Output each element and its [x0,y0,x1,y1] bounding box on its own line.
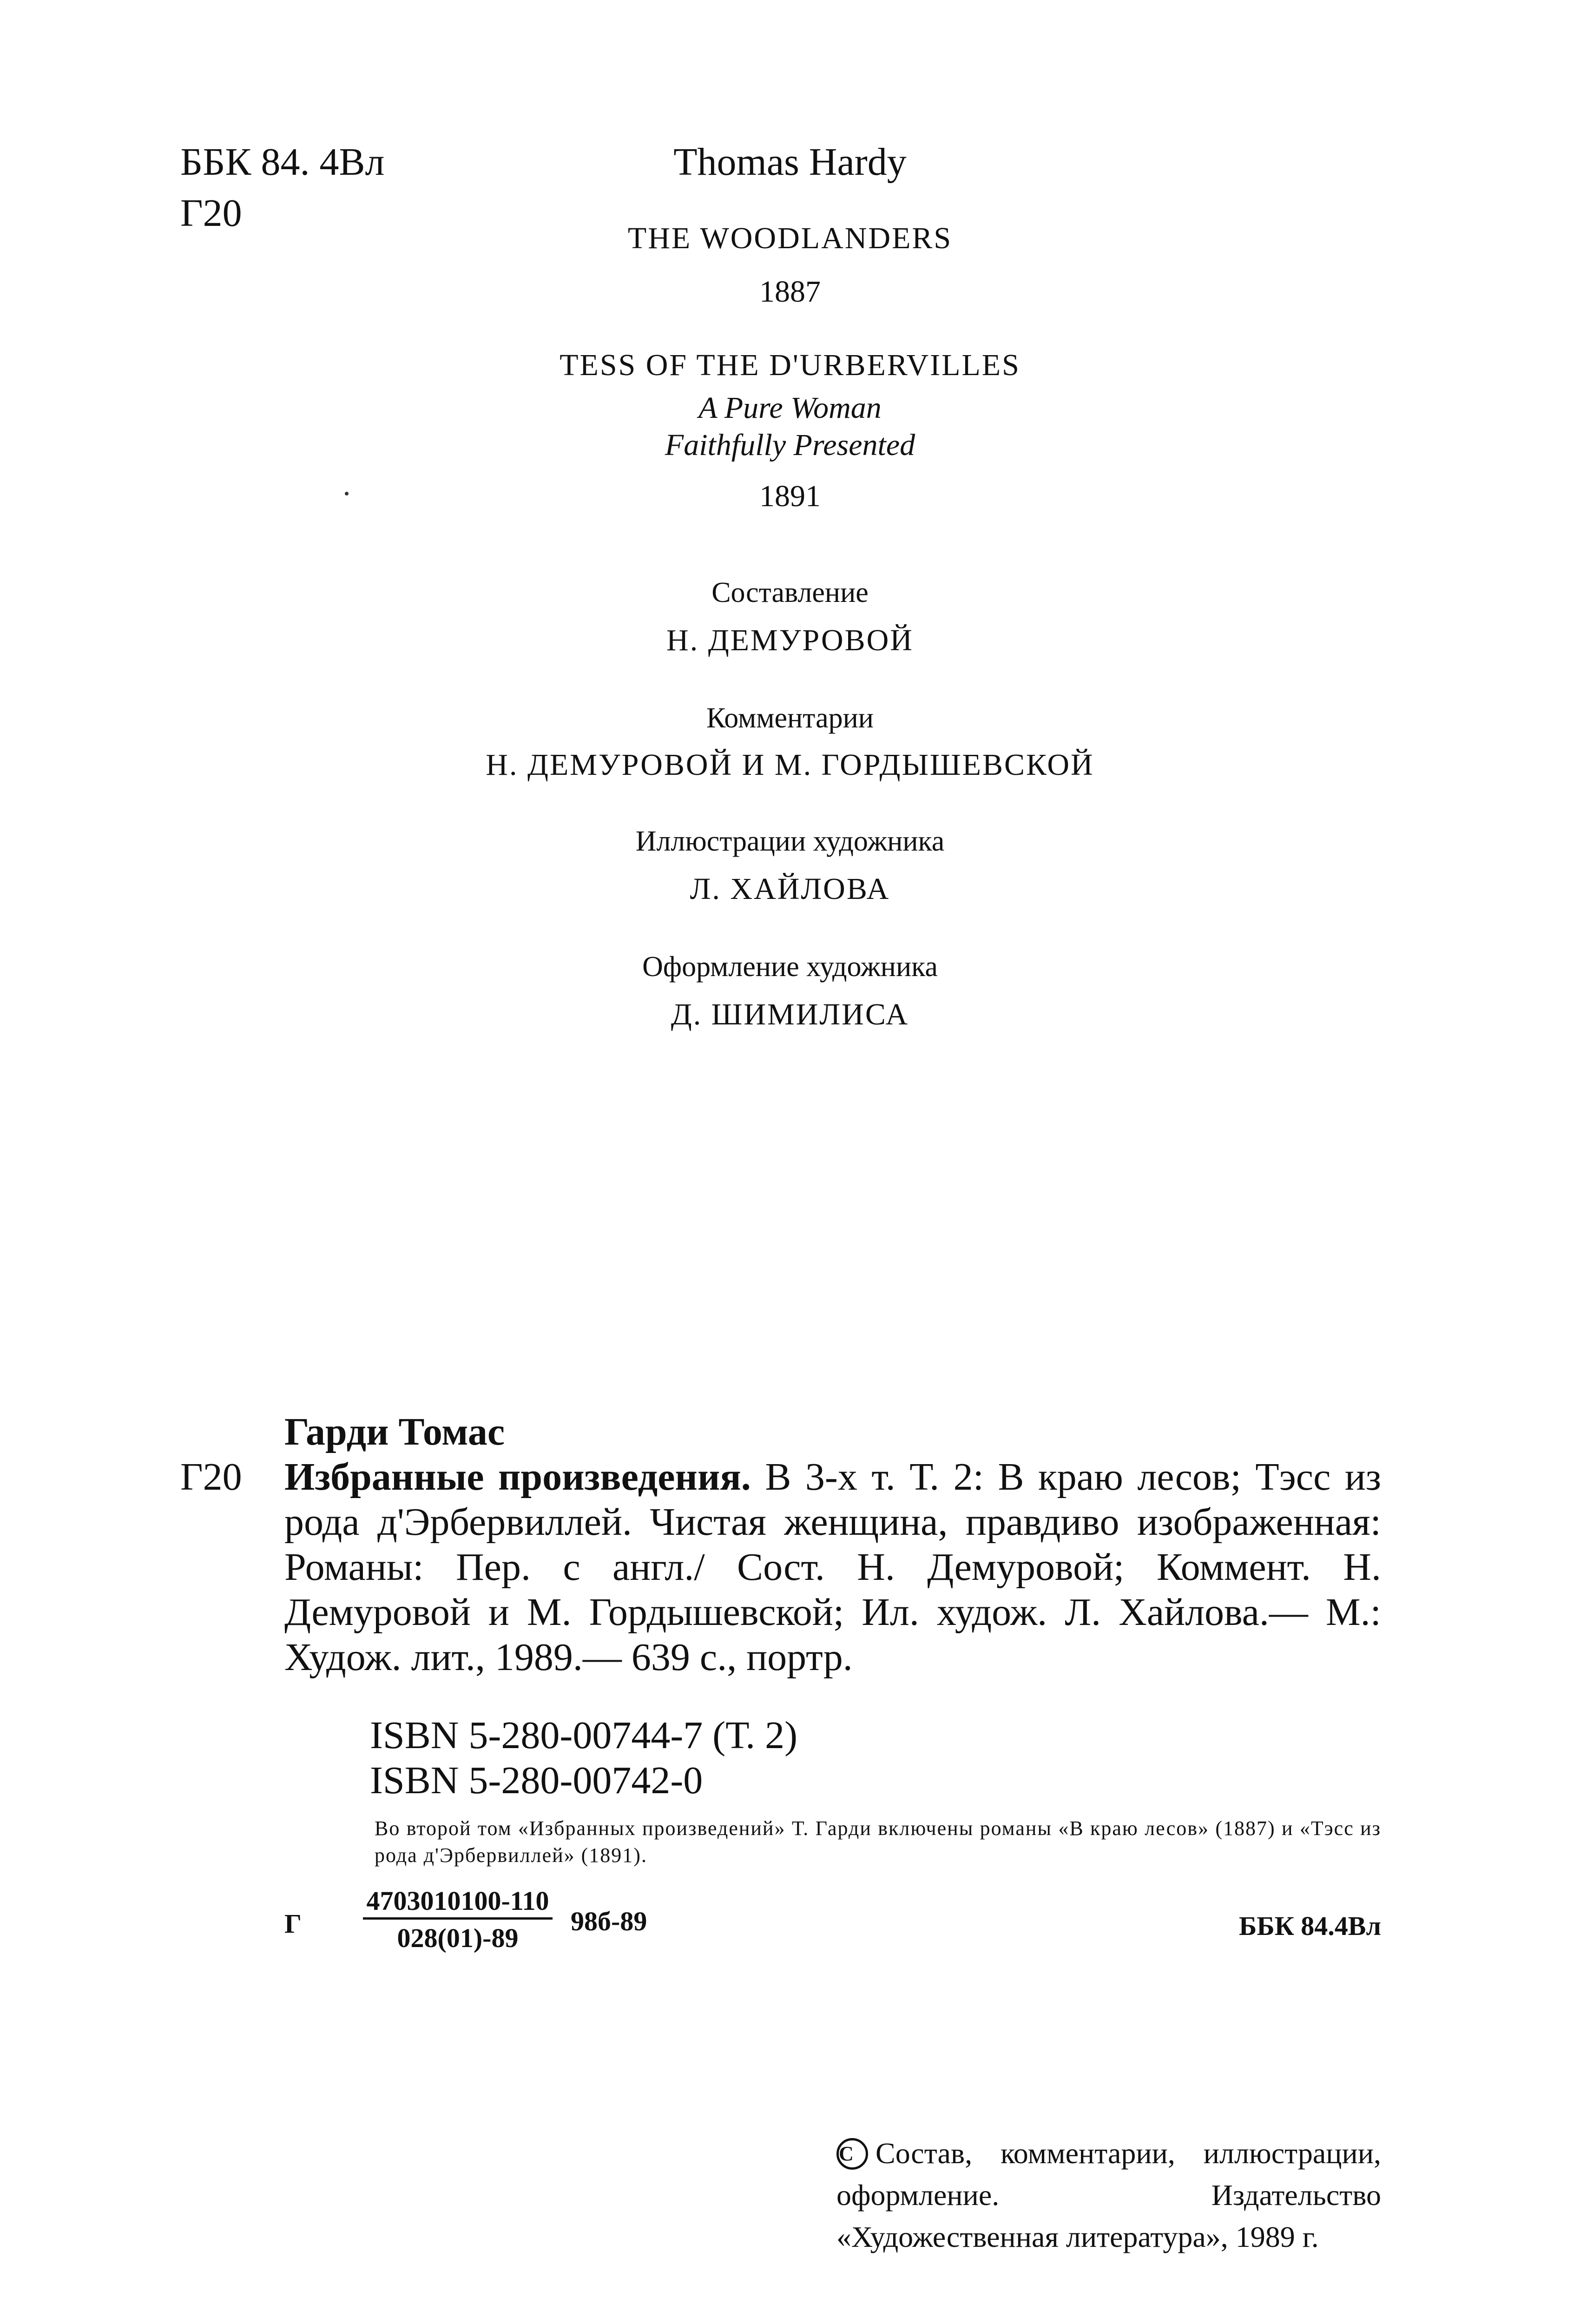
author-mark: Г20 [180,191,242,235]
stray-dot [345,492,349,495]
index-bbk: ББК 84.4Вл [1239,1911,1381,1941]
credit-name-design: Д. ШИМИЛИСА [671,997,909,1031]
work2-subtitle-line2: Faithfully Presented [665,428,915,462]
index-denominator: 028(01)-89 [397,1923,519,1953]
index-numerator: 4703010100-110 [366,1886,549,1916]
index-fraction [360,1885,555,1957]
credit-role-illustrations: Иллюстрации художника [635,825,945,857]
credit-name-compilation: Н. ДЕМУРОВОЙ [666,623,914,657]
bib-description [284,1454,1381,1680]
work1-year: 1887 [759,275,821,309]
work2-subtitle-line1: A Pure Woman [698,391,882,425]
bib-description-text: В 3-х т. Т. 2: В краю лесов; Тэсс из рода д'Эрбервиллей. Чистая женщина, правдиво изображенная: Романы: Пер. с англ./ Сост. Н. Демуровой; Коммент. Н. Демуровой и М. Гордышевской; Ил. худож. Л. Хайлова.— М.: Худож. лит., 1989.— 639 с., портр. [284,1455,1381,1679]
credit-role-compilation: Составление [711,577,869,608]
copyright-text: Состав, комментарии, иллюстрации, оформление. Издательство «Художественная литература», 1989 г. [836,2137,1381,2253]
work2-year: 1891 [759,479,821,513]
annotation: Во второй том «Избранных произведений» Т. Гарди включены романы «В краю лесов» (1887) и «Тэсс из рода д'Эрбервиллей» (1891). [375,1817,1381,1867]
bib-author-heading: Гарди Томас [284,1410,505,1453]
credit-role-comments: Комментарии [706,702,874,734]
isbn-set: ISBN 5-280-00742-0 [370,1759,703,1802]
isbn-volume: ISBN 5-280-00744-7 (Т. 2) [370,1714,798,1757]
bib-author-mark: Г20 [180,1455,242,1499]
work1-title: THE WOODLANDERS [627,221,953,255]
index-suffix: 98б-89 [571,1906,647,1936]
bbk-code: ББК 84. 4Вл [180,140,385,184]
copyright-icon: C [836,2138,868,2170]
author-name-en: Thomas Hardy [673,140,907,184]
credit-name-illustrations: Л. ХАЙЛОВА [690,872,890,906]
copyright-notice [836,2133,1381,2258]
work2-title: TESS OF THE D'URBERVILLES [560,348,1020,382]
credit-role-design: Оформление художника [642,951,938,983]
credit-name-comments: Н. ДЕМУРОВОЙ И М. ГОРДЫШЕВСКОЙ [486,748,1094,782]
bib-title: Избранные произведения. [284,1455,751,1499]
index-letter: Г [284,1908,302,1939]
